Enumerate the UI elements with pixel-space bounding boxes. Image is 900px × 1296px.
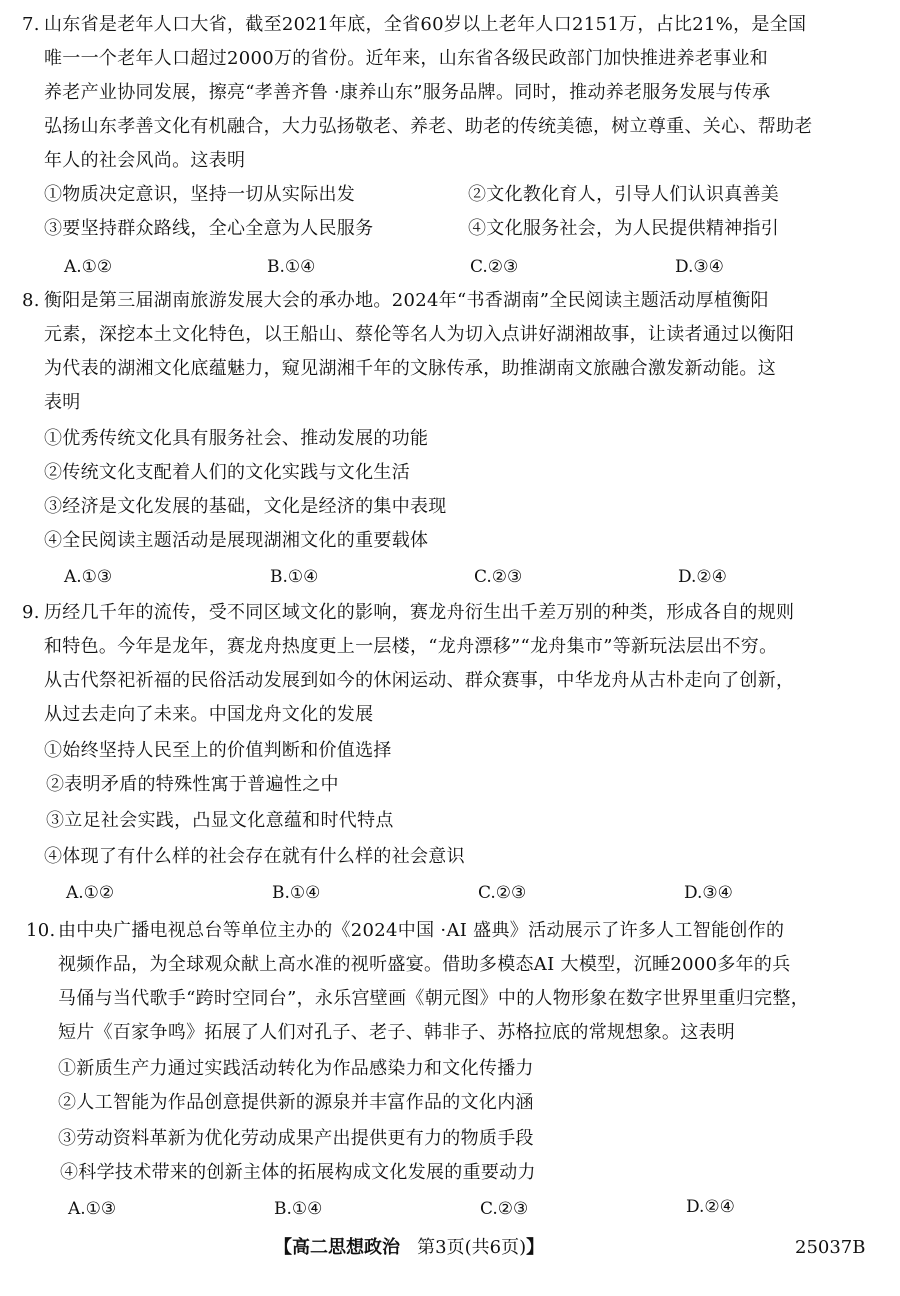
answer-option-b[interactable]: B.①④ (267, 257, 316, 277)
answer-option-b[interactable]: B.①④ (270, 567, 319, 587)
question-stem-line: 元素，深挖本土文化特色，以王船山、蔡伦等名人为切入点讲好湖湘故事，让读者通过以衡阳 (44, 324, 795, 345)
answer-option-d[interactable]: D.③④ (684, 883, 733, 903)
footer-exam-code: 25037B (795, 1237, 866, 1258)
question-stem-line: 为代表的湖湘文化底蕴魅力，窥见湖湘千年的文脉传承，助推湖南文旅融合激发新动能。这 (44, 358, 776, 379)
question-stem-line: 由中央广播电视总台等单位主办的《2024中国 ·AI 盛典》活动展示了许多人工智能创作的 (58, 920, 785, 941)
answer-option-a[interactable]: A.①③ (64, 567, 113, 587)
statement: ④体现了有什么样的社会存在就有什么样的社会意识 (44, 846, 465, 867)
statement: ②传统文化支配着人们的文化实践与文化生活 (44, 462, 410, 483)
statement: ②表明矛盾的特殊性寓于普遍性之中 (46, 774, 339, 795)
question-stem-line: 短片《百家争鸣》拓展了人们对孔子、老子、韩非子、苏格拉底的常规想象。这表明 (58, 1022, 736, 1043)
statement: ①始终坚持人民至上的价值判断和价值选择 (44, 740, 392, 761)
statement: ④全民阅读主题活动是展现湖湘文化的重要载体 (44, 530, 429, 551)
footer-title (274, 1236, 544, 1260)
question-stem-line: 从古代祭祀祈福的民俗活动发展到如今的休闲运动、群众赛事，中华龙舟从古朴走向了创新， (44, 670, 795, 691)
footer-subject: 高二思想政治 (292, 1237, 400, 1258)
question-stem-line: 马俑与当代歌手“跨时空同台”，永乐宫壁画《朝元图》中的人物形象在数字世界里重归完整， (58, 988, 809, 1009)
answer-option-c[interactable]: C.②③ (478, 883, 527, 903)
statement: ①物质决定意识，坚持一切从实际出发 (44, 184, 356, 205)
question-stem-line: 养老产业协同发展，擦亮“孝善齐鲁 ·康养山东”服务品牌。同时，推动养老服务发展与传承 (44, 82, 771, 103)
question-number: 7. (22, 14, 40, 35)
statement: ②人工智能为作品创意提供新的源泉并丰富作品的文化内涵 (58, 1092, 534, 1113)
footer-bracket-close: 】 (526, 1237, 545, 1258)
question-stem-line: 弘扬山东孝善文化有机融合，大力弘扬敬老、养老、助老的传统美德，树立尊重、关心、帮助老 (44, 116, 813, 137)
question-number: 10. (26, 920, 56, 941)
answer-option-c[interactable]: C.②③ (474, 567, 523, 587)
page-footer (0, 1236, 900, 1262)
answer-option-d[interactable]: D.③④ (675, 257, 724, 277)
answer-option-b[interactable]: B.①④ (272, 883, 321, 903)
question-stem-line: 山东省是老年人口大省，截至2021年底，全省60岁以上老年人口2151万，占比21%，是全国 (44, 14, 807, 35)
statement: ④科学技术带来的创新主体的拓展构成文化发展的重要动力 (60, 1162, 536, 1183)
question-number: 8. (22, 290, 40, 311)
question-stem-line: 历经几千年的流传，受不同区域文化的影响，赛龙舟衍生出千差万别的种类，形成各自的规则 (44, 602, 795, 623)
answer-option-a[interactable]: A.①③ (68, 1199, 117, 1219)
statement: ③立足社会实践，凸显文化意蕴和时代特点 (46, 810, 394, 831)
statement: ①优秀传统文化具有服务社会、推动发展的功能 (44, 428, 429, 449)
question-stem-line: 唯一一个老年人口超过2000万的省份。近年来，山东省各级民政部门加快推进养老事业和 (44, 48, 769, 69)
answer-option-c[interactable]: C.②③ (470, 257, 519, 277)
statement: ①新质生产力通过实践活动转化为作品感染力和文化传播力 (58, 1058, 534, 1079)
answer-option-c[interactable]: C.②③ (480, 1199, 529, 1219)
answer-option-d[interactable]: D.②④ (678, 567, 727, 587)
statement: ③要坚持群众路线，全心全意为人民服务 (44, 218, 374, 239)
statement: ②文化教化育人，引导人们认识真善美 (468, 184, 780, 205)
footer-page-info: 第3页(共6页) (417, 1237, 527, 1258)
question-stem-line: 年人的社会风尚。这表明 (44, 150, 246, 171)
answer-option-a[interactable]: A.①② (64, 257, 113, 277)
statement: ④文化服务社会，为人民提供精神指引 (468, 218, 780, 239)
statement: ③劳动资料革新为优化劳动成果产出提供更有力的物质手段 (58, 1128, 534, 1149)
question-stem-line: 和特色。今年是龙年，赛龙舟热度更上一层楼，“龙舟漂移”“龙舟集市”等新玩法层出不穷。 (44, 636, 778, 657)
question-number: 9. (22, 602, 40, 623)
question-stem-line: 从过去走向了未来。中国龙舟文化的发展 (44, 704, 374, 725)
footer-bracket-open: 【 (274, 1237, 292, 1258)
answer-option-a[interactable]: A.①② (66, 883, 115, 903)
answer-option-b[interactable]: B.①④ (274, 1199, 323, 1219)
question-stem-line: 表明 (44, 392, 81, 413)
question-stem-line: 视频作品，为全球观众献上高水准的视听盛宴。借助多模态AI 大模型，沉睡2000多年的兵 (58, 954, 791, 975)
statement: ③经济是文化发展的基础，文化是经济的集中表现 (44, 496, 447, 517)
answer-option-d[interactable]: D.②④ (686, 1197, 735, 1217)
question-stem-line: 衡阳是第三届湖南旅游发展大会的承办地。2024年“书香湖南”全民阅读主题活动厚植衡阳 (44, 290, 769, 311)
